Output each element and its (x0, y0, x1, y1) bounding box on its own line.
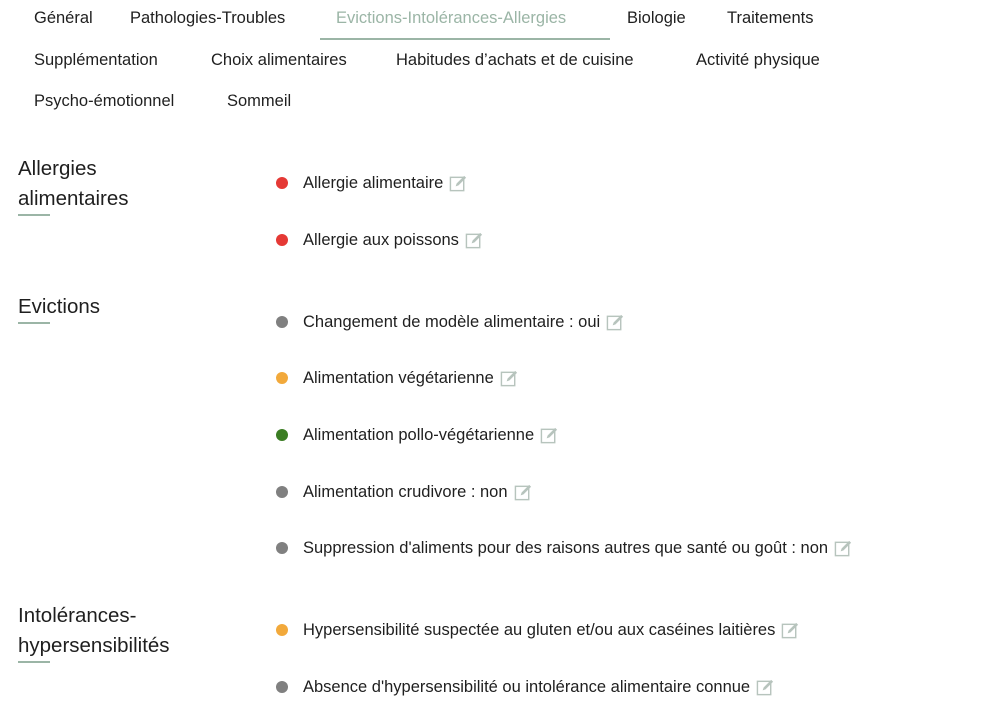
tab-choix-alimentaires[interactable]: Choix alimentaires (211, 51, 347, 69)
tab-traitements[interactable]: Traitements (727, 9, 814, 27)
status-dot-grey (276, 542, 288, 554)
section-underline (18, 214, 50, 216)
edit-icon[interactable] (514, 483, 533, 502)
list-item (276, 310, 625, 334)
section-title-evictions (18, 292, 100, 322)
section-title-line: hypersensibilités (18, 634, 170, 657)
edit-icon[interactable] (465, 231, 484, 250)
list-item (276, 618, 800, 642)
tab-pathologies-troubles[interactable]: Pathologies-Troubles (130, 9, 286, 27)
list-item (276, 536, 853, 560)
section-title-line: Intolérances- (18, 604, 137, 627)
status-dot-grey (276, 681, 288, 693)
edit-icon[interactable] (606, 313, 625, 332)
status-dot-grey (276, 486, 288, 498)
status-dot-green (276, 429, 288, 441)
status-dot-orange (276, 372, 288, 384)
tab-general[interactable]: Général (34, 9, 93, 27)
tab-psycho-emotionnel[interactable]: Psycho-émotionnel (34, 92, 175, 110)
edit-icon[interactable] (756, 678, 775, 697)
section-title-line: Evictions (18, 295, 101, 318)
item-label: Allergie aux poissons (303, 230, 459, 249)
list-item (276, 366, 519, 390)
section-title-allergies (18, 154, 129, 214)
status-dot-red (276, 177, 288, 189)
section-underline (18, 661, 50, 663)
list-item (276, 675, 775, 699)
item-label: Allergie alimentaire (303, 173, 444, 192)
tab-habitudes-achats-cuisine[interactable]: Habitudes d’achats et de cuisine (396, 51, 634, 69)
section-underline (18, 322, 50, 324)
list-item (276, 423, 559, 447)
item-label: Alimentation pollo-végétarienne (303, 425, 535, 444)
list-item (276, 480, 533, 504)
tab-activite-physique[interactable]: Activité physique (696, 51, 820, 69)
list-item (276, 228, 484, 252)
tab-sommeil[interactable]: Sommeil (227, 92, 292, 110)
item-label: Absence d'hypersensibilité ou intolérance alimentaire connue (303, 677, 751, 696)
section-title-intolerances (18, 601, 170, 661)
item-label: Alimentation crudivore : non (303, 482, 508, 501)
item-label: Changement de modèle alimentaire : oui (303, 312, 601, 331)
tab-biologie[interactable]: Biologie (627, 9, 686, 27)
edit-icon[interactable] (540, 426, 559, 445)
edit-icon[interactable] (834, 539, 853, 558)
tab-evictions-intolerances-allergies[interactable]: Evictions-Intolérances-Allergies (336, 9, 567, 27)
item-label: Hypersensibilité suspectée au gluten et/ou aux caséines laitières (303, 620, 776, 639)
item-label: Alimentation végétarienne (303, 368, 494, 387)
active-tab-indicator (320, 38, 610, 40)
list-item (276, 171, 468, 195)
item-label: Suppression d'aliments pour des raisons autres que santé ou goût : non (303, 538, 829, 557)
edit-icon[interactable] (781, 621, 800, 640)
tab-supplementation[interactable]: Supplémentation (34, 51, 158, 69)
section-title-line: alimentaires (18, 187, 129, 210)
section-title-line: Allergies (18, 157, 97, 180)
edit-icon[interactable] (500, 369, 519, 388)
status-dot-red (276, 234, 288, 246)
edit-icon[interactable] (449, 174, 468, 193)
status-dot-orange (276, 624, 288, 636)
status-dot-grey (276, 316, 288, 328)
